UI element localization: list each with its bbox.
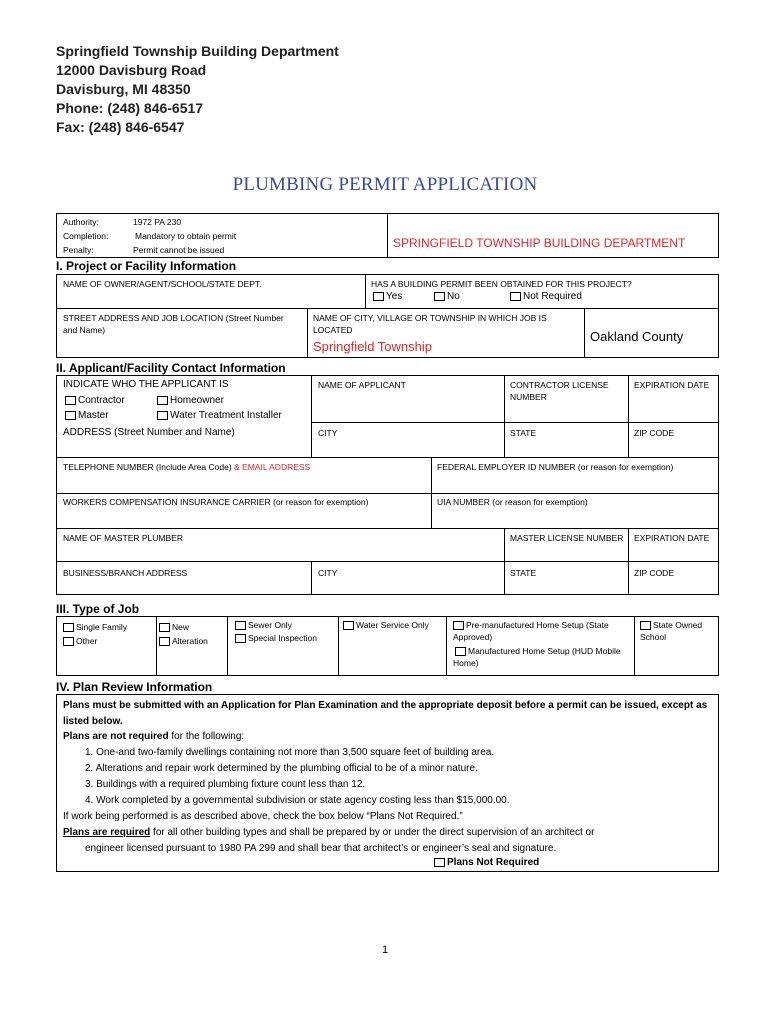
page-title: PLUMBING PERMIT APPLICATION <box>232 174 538 195</box>
not-required-checkbox[interactable] <box>510 292 521 301</box>
uia-label: UIA NUMBER (or reason for exemption) <box>437 497 588 507</box>
authority-label: Authority: <box>63 217 99 227</box>
zip2-label: ZIP CODE <box>634 568 674 578</box>
water-treatment-checkbox[interactable] <box>157 411 168 420</box>
department-header <box>56 42 339 137</box>
water-service-checkbox[interactable] <box>343 621 354 630</box>
business-label: BUSINESS/BRANCH ADDRESS <box>63 568 188 578</box>
name-applicant-label: NAME OF APPLICANT <box>318 380 406 390</box>
state-label: STATE <box>510 428 537 438</box>
contractor-license-label: CONTRACTOR LICENSE NUMBER <box>510 380 609 402</box>
contractor-option[interactable]: Contractor <box>65 394 125 408</box>
water-service-option[interactable]: Water Service Only <box>343 619 429 631</box>
completion-value: Mandatory to obtain permit <box>135 231 237 241</box>
required-line: Plans are required for all other building types and shall be prepared by or under the direct supervision of an architect or <box>63 827 595 838</box>
phone: Phone: (248) 846-6517 <box>56 100 204 116</box>
expiration2-label: EXPIRATION DATE <box>634 533 710 543</box>
state2-label: STATE <box>510 568 537 578</box>
exempt-item-4: 4. Work completed by a governmental subdivision or state agency costing less than $15,000.00. <box>85 795 510 806</box>
homeowner-checkbox[interactable] <box>157 396 168 405</box>
yes-checkbox[interactable] <box>373 292 384 301</box>
telephone-label: TELEPHONE NUMBER (Include Area Code) & EMAIL ADDRESS <box>63 462 311 472</box>
address-label: ADDRESS (Street Number and Name) <box>63 427 235 438</box>
section-4-box <box>56 694 719 872</box>
state-owned-checkbox[interactable] <box>640 621 651 630</box>
section-1-title: I. Project or Facility Information <box>56 259 237 273</box>
permit-not-required[interactable]: Not Required <box>510 290 582 304</box>
new-option[interactable]: New <box>159 621 189 633</box>
premanufactured-option[interactable]: Pre-manufactured Home Setup (State Approved) <box>453 620 609 642</box>
if-work-line: If work being performed is as described above, check the box below “Plans Not Required.” <box>63 811 463 822</box>
indicate-label: INDICATE WHO THE APPLICANT IS <box>63 379 229 390</box>
permit-yes[interactable]: Yes <box>373 290 402 304</box>
alteration-option[interactable]: Alteration <box>159 635 208 647</box>
completion-label: Completion: <box>63 231 109 241</box>
permit-question: HAS A BUILDING PERMIT BEEN OBTAINED FOR THIS PROJECT? <box>371 279 632 289</box>
section-3-box <box>56 616 719 676</box>
alteration-checkbox[interactable] <box>159 637 170 646</box>
master-plumber-label: NAME OF MASTER PLUMBER <box>63 533 183 543</box>
premanufactured-checkbox[interactable] <box>453 621 464 630</box>
address-line-1: 12000 Davisburg Road <box>56 62 207 78</box>
state-owned-option[interactable]: State Owned School <box>640 620 703 642</box>
sewer-checkbox[interactable] <box>235 621 246 630</box>
section-3-title: III. Type of Job <box>56 602 140 616</box>
homeowner-option[interactable]: Homeowner <box>157 394 224 408</box>
address-line-2: Davisburg, MI 48350 <box>56 81 191 97</box>
new-checkbox[interactable] <box>159 623 170 632</box>
contractor-checkbox[interactable] <box>65 396 76 405</box>
owner-label: NAME OF OWNER/AGENT/SCHOOL/STATE DEPT. <box>63 279 262 289</box>
street-label: STREET ADDRESS AND JOB LOCATION (Street Number and Name) <box>63 313 284 335</box>
permit-no[interactable]: No <box>434 290 460 304</box>
dept-name: Springfield Township Building Department <box>56 43 339 59</box>
master-license-label: MASTER LICENSE NUMBER <box>510 533 624 543</box>
penalty-value: Permit cannot be issued <box>133 245 225 255</box>
section-2-title: II. Applicant/Facility Contact Information <box>56 361 286 375</box>
section-4-title: IV. Plan Review Information <box>56 680 213 694</box>
section-2-box <box>56 375 719 595</box>
city-label: CITY <box>318 428 338 438</box>
single-family-checkbox[interactable] <box>63 623 74 632</box>
county-value: Oakland County <box>590 329 684 344</box>
city-label: NAME OF CITY, VILLAGE OR TOWNSHIP IN WHICH JOB IS LOCATED <box>313 313 547 335</box>
water-treatment-option[interactable]: Water Treatment Installer <box>157 409 282 423</box>
plans-not-required-checkbox[interactable] <box>434 858 445 867</box>
dept-banner: SPRINGFIELD TOWNSHIP BUILDING DEPARTMENT <box>393 236 686 250</box>
page-number: 1 <box>381 944 389 956</box>
exempt-item-3: 3. Buildings with a required plumbing fixture count less than 12. <box>85 779 366 790</box>
city2-label: CITY <box>318 568 338 578</box>
exempt-item-2: 2. Alterations and repair work determined by the plumbing official to be of a minor nature. <box>85 763 478 774</box>
plans-not-required-option[interactable]: Plans Not Required <box>434 856 539 870</box>
fein-label: FEDERAL EMPLOYER ID NUMBER (or reason for exemption) <box>437 462 674 472</box>
penalty-label: Penalty: <box>63 245 94 255</box>
sewer-option[interactable]: Sewer Only <box>235 619 292 631</box>
no-checkbox[interactable] <box>434 292 445 301</box>
authority-value: 1972 PA 230 <box>133 217 182 227</box>
section-1-box <box>56 274 719 358</box>
required-line-2: engineer licensed pursuant to 1980 PA 299 and shall bear that architect’s or engineer’s seal and signature. <box>85 843 557 854</box>
workers-comp-label: WORKERS COMPENSATION INSURANCE CARRIER (or reason for exemption) <box>63 497 369 507</box>
master-option[interactable]: Master <box>65 409 109 423</box>
authority-box <box>56 213 719 258</box>
other-option[interactable]: Other <box>63 635 97 647</box>
email-label: & EMAIL ADDRESS <box>234 462 311 472</box>
special-inspection-option[interactable]: Special Inspection <box>235 632 317 644</box>
plans-intro: Plans must be submitted with an Application for Plan Examination and the appropriate deposit before a permit can be issued, except as listed below. <box>63 700 708 727</box>
fax: Fax: (248) 846-6547 <box>56 119 185 135</box>
manufactured-option[interactable]: Manufactured Home Setup (HUD Mobile Home) <box>453 646 621 668</box>
manufactured-checkbox[interactable] <box>455 647 466 656</box>
master-checkbox[interactable] <box>65 411 76 420</box>
single-family-option[interactable]: Single Family <box>63 621 127 633</box>
not-required-line: Plans are not required for the following: <box>63 731 245 742</box>
expiration-label: EXPIRATION DATE <box>634 380 710 390</box>
special-inspection-checkbox[interactable] <box>235 634 246 643</box>
exempt-item-1: 1. One-and two-family dwellings containing not more than 3,500 square feet of building area. <box>85 747 495 758</box>
zip-label: ZIP CODE <box>634 428 674 438</box>
city-value: Springfield Township <box>313 339 432 354</box>
other-checkbox[interactable] <box>63 637 74 646</box>
